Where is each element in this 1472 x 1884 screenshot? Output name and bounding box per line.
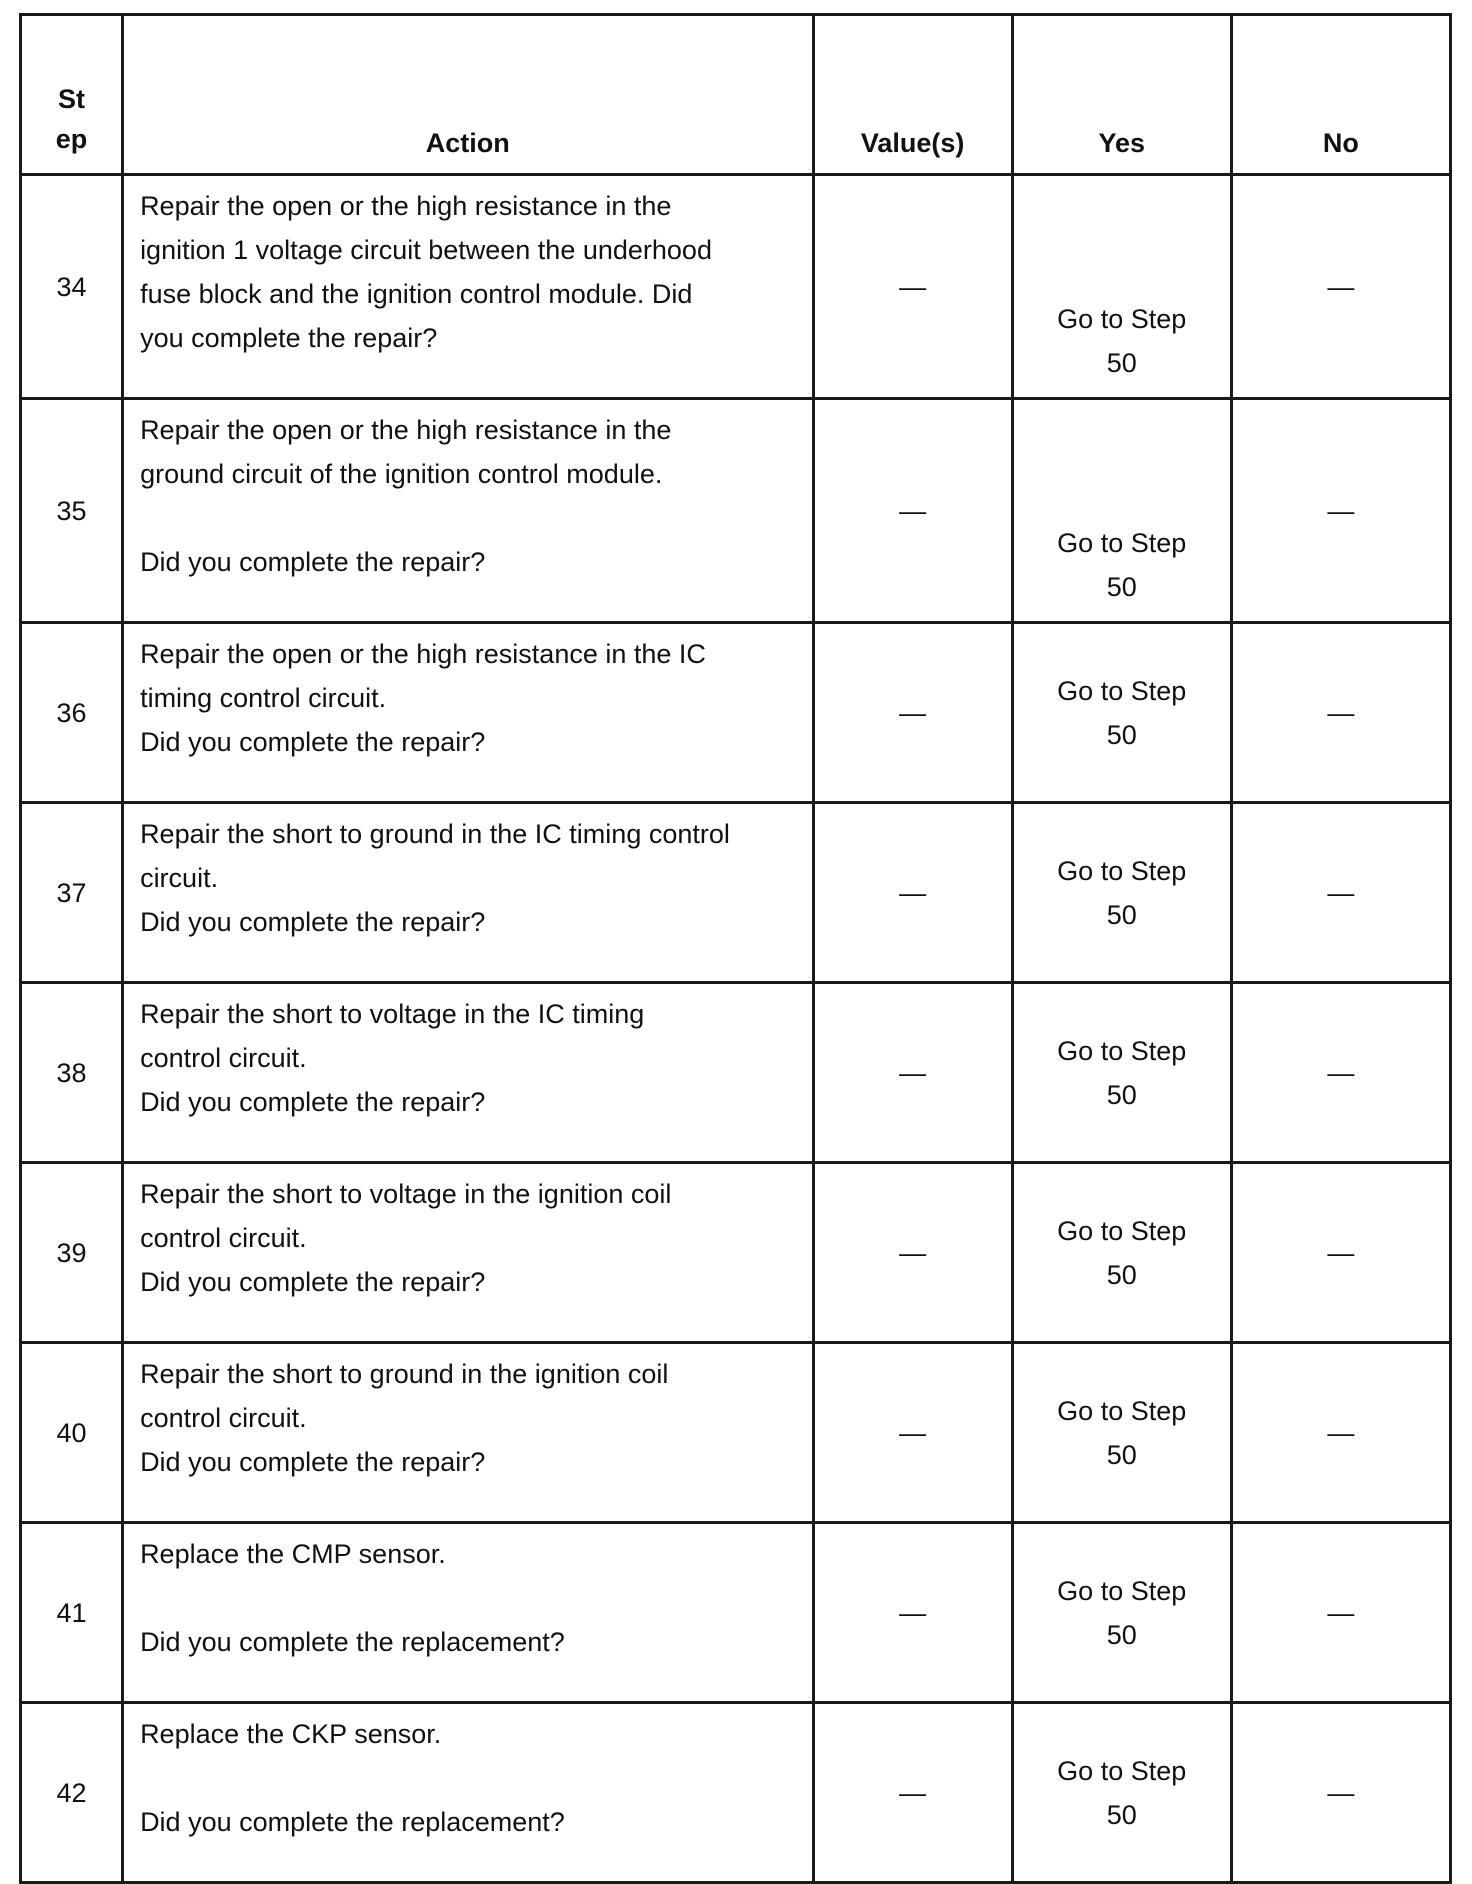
no-cell: —	[1231, 803, 1450, 983]
step-number: 39	[21, 1163, 123, 1343]
step-number: 34	[21, 175, 123, 399]
action-line: Did you complete the repair?	[140, 1087, 486, 1117]
yes-step: 50	[1106, 1439, 1137, 1470]
header-yes: Yes	[1012, 15, 1231, 175]
action-line: Repair the short to voltage in the ignition coil	[140, 1179, 672, 1209]
action-line: control circuit.	[140, 1043, 307, 1073]
yes-cell	[1012, 983, 1231, 1163]
yes-text: Go to Step	[1057, 1395, 1187, 1426]
action-line: fuse block and the ignition control module. Did	[140, 279, 693, 309]
value-cell: —	[813, 623, 1012, 803]
header-no: No	[1231, 15, 1450, 175]
action-line: Repair the open or the high resistance in the	[140, 415, 672, 445]
action-spacer	[140, 496, 797, 540]
yes-cell	[1012, 1703, 1231, 1883]
action-line: timing control circuit.	[140, 683, 387, 713]
action-line: Did you complete the replacement?	[140, 1807, 565, 1837]
step-number: 40	[21, 1343, 123, 1523]
no-cell: —	[1231, 175, 1450, 399]
header-step-line-1: St	[58, 84, 86, 114]
action-line: Did you complete the repair?	[140, 727, 486, 757]
action-line: Repair the short to voltage in the IC timing	[140, 999, 645, 1029]
action-line: Repair the short to ground in the IC timing control	[140, 819, 730, 849]
action-line: Repair the open or the high resistance in the IC	[140, 639, 706, 669]
table-row	[21, 623, 1451, 803]
yes-step: 50	[1106, 899, 1137, 930]
yes-step: 50	[1106, 1079, 1137, 1110]
value-cell: —	[813, 1343, 1012, 1523]
yes-step: 50	[1106, 572, 1137, 602]
action-line: ignition 1 voltage circuit between the underhood	[140, 235, 712, 265]
action-line: Did you complete the repair?	[140, 907, 486, 937]
yes-text: Go to Step	[1057, 855, 1187, 886]
yes-cell	[1012, 803, 1231, 983]
action-cell	[123, 1523, 813, 1703]
yes-cell	[1012, 1523, 1231, 1703]
no-cell: —	[1231, 983, 1450, 1163]
value-cell: —	[813, 175, 1012, 399]
header-values: Value(s)	[813, 15, 1012, 175]
action-line: ground circuit of the ignition control module.	[140, 459, 663, 489]
action-spacer	[140, 1756, 797, 1800]
action-line: Did you complete the repair?	[140, 547, 486, 577]
action-line: Replace the CMP sensor.	[140, 1539, 446, 1569]
yes-cell	[1012, 1343, 1231, 1523]
action-cell	[123, 983, 813, 1163]
yes-cell	[1012, 623, 1231, 803]
value-cell: —	[813, 1163, 1012, 1343]
yes-step: 50	[1106, 348, 1137, 378]
table-row	[21, 1343, 1451, 1523]
action-cell	[123, 803, 813, 983]
table-row	[21, 803, 1451, 983]
yes-step: 50	[1106, 719, 1137, 750]
action-cell	[123, 1163, 813, 1343]
diagnostic-table	[19, 13, 1452, 1884]
no-cell: —	[1231, 1163, 1450, 1343]
step-number: 41	[21, 1523, 123, 1703]
action-cell	[123, 623, 813, 803]
table-row	[21, 1163, 1451, 1343]
no-cell: —	[1231, 1703, 1450, 1883]
action-line: Repair the open or the high resistance in the	[140, 191, 672, 221]
yes-text: Go to Step	[1057, 304, 1187, 334]
header-step-line-2: ep	[55, 124, 88, 154]
action-line: Repair the short to ground in the ignition coil	[140, 1359, 669, 1389]
action-line: Did you complete the repair?	[140, 1267, 486, 1297]
header-step	[21, 15, 123, 175]
table-row	[21, 399, 1451, 623]
action-line: Replace the CKP sensor.	[140, 1719, 442, 1749]
step-number: 36	[21, 623, 123, 803]
action-line: control circuit.	[140, 1223, 307, 1253]
yes-cell	[1012, 175, 1231, 399]
yes-text: Go to Step	[1057, 1755, 1187, 1786]
value-cell: —	[813, 803, 1012, 983]
no-cell: —	[1231, 399, 1450, 623]
value-cell: —	[813, 1703, 1012, 1883]
step-number: 38	[21, 983, 123, 1163]
table-row	[21, 1703, 1451, 1883]
yes-text: Go to Step	[1057, 1215, 1187, 1246]
yes-step: 50	[1106, 1799, 1137, 1830]
step-number: 37	[21, 803, 123, 983]
step-number: 42	[21, 1703, 123, 1883]
no-cell: —	[1231, 1523, 1450, 1703]
action-line: circuit.	[140, 863, 219, 893]
yes-step: 50	[1106, 1619, 1137, 1650]
step-number: 35	[21, 399, 123, 623]
header-row	[21, 15, 1451, 175]
yes-cell	[1012, 399, 1231, 623]
table-row	[21, 175, 1451, 399]
table-row	[21, 1523, 1451, 1703]
action-line: you complete the repair?	[140, 323, 438, 353]
yes-text: Go to Step	[1057, 528, 1187, 558]
yes-text: Go to Step	[1057, 675, 1187, 706]
action-line: control circuit.	[140, 1403, 307, 1433]
value-cell: —	[813, 399, 1012, 623]
action-cell	[123, 1343, 813, 1523]
table-row	[21, 983, 1451, 1163]
yes-step: 50	[1106, 1259, 1137, 1290]
action-cell	[123, 1703, 813, 1883]
yes-text: Go to Step	[1057, 1575, 1187, 1606]
action-line: Did you complete the replacement?	[140, 1627, 565, 1657]
action-cell	[123, 175, 813, 399]
action-line: Did you complete the repair?	[140, 1447, 486, 1477]
yes-cell	[1012, 1163, 1231, 1343]
action-cell	[123, 399, 813, 623]
yes-text: Go to Step	[1057, 1035, 1187, 1066]
no-cell: —	[1231, 1343, 1450, 1523]
header-action: Action	[123, 15, 813, 175]
no-cell: —	[1231, 623, 1450, 803]
value-cell: —	[813, 983, 1012, 1163]
action-spacer	[140, 1576, 797, 1620]
value-cell: —	[813, 1523, 1012, 1703]
